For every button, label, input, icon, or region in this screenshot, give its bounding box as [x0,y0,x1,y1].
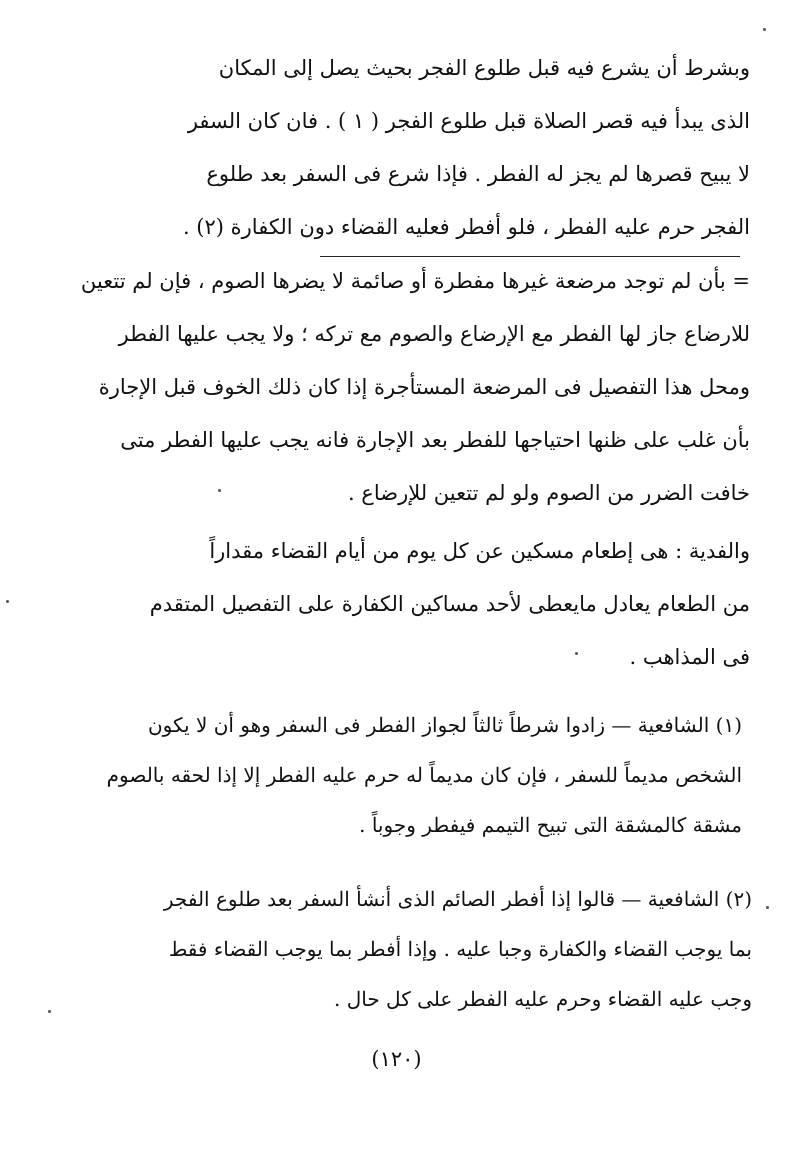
text-line: لا يبيح قصرها لم يجز له الفطر . فإذا شرع فى السفر بعد طلوع [206,162,750,186]
footnote-line: مشقة كالمشقة التى تبيح التيمم فيفطر وجوباً . [359,813,742,837]
paragraph-nursing-continuation [78,255,750,520]
scan-speck [6,600,9,603]
footnote-line: الشخص مديماً للسفر ، فإن كان مديماً له حرم عليه الفطر إلا إذا لحقه بالصوم [106,763,742,787]
page-number: (١٢٠) [371,1047,422,1071]
footnote-2 [92,874,752,1024]
scan-speck [575,652,578,655]
paragraph-fidya [78,525,750,684]
scan-speck [48,1010,51,1013]
text-line: للارضاع جاز لها الفطر مع الإرضاع والصوم مع تركه ؛ ولا يجب عليها الفطر [118,322,750,346]
text-line: من الطعام يعادل مايعطى لأحد مساكين الكفارة على التفصيل المتقدم [149,592,750,616]
text-line: وبشرط أن يشرع فيه قبل طلوع الفجر بحيث يصل إلى المكان [218,56,750,80]
scan-speck [766,906,769,909]
text-line: الفجر حرم عليه الفطر ، فلو أفطر فعليه القضاء دون الكفارة (٢) . [182,215,750,239]
text-line: = بأن لم توجد مرضعة غيرها مفطرة أو صائمة لا يضرها الصوم ، فإن لم تتعين [80,269,750,293]
text-line: ومحل هذا التفصيل فى المرضعة المستأجرة إذا كان ذلك الخوف قبل الإجارة [98,375,750,399]
paragraph-travel-condition [78,42,750,254]
footnote-line: (٢) الشافعية — قالوا إذا أفطر الصائم الذى أنشأ السفر بعد طلوع الفجر [163,887,752,911]
footnote-line: وجب عليه القضاء وحرم عليه الفطر على كل حال . [334,987,752,1011]
footnote-line: (١) الشافعية — زادوا شرطاً ثالثاً لجواز الفطر فى السفر وهو أن لا يكون [147,713,742,737]
text-line: خافت الضرر من الصوم ولو لم تتعين للإرضاع . [347,481,750,505]
text-line: بأن غلب على ظنها احتياجها للفطر بعد الإجارة فانه يجب عليها الفطر متى [120,428,750,452]
text-line: الذى يبدأ فيه قصر الصلاة قبل طلوع الفجر ( ١ ) . فان كان السفر [187,109,750,133]
footnote-1 [92,700,742,850]
scan-speck [218,489,221,492]
scan-speck [763,28,766,31]
text-line: فى المذاهب . [629,645,750,669]
text-line: والفدية : هى إطعام مسكين عن كل يوم من أيام القضاء مقداراً [209,539,750,563]
footnote-line: بما يوجب القضاء والكفارة وجبا عليه . وإذا أفطر بما يوجب القضاء فقط [168,937,752,961]
